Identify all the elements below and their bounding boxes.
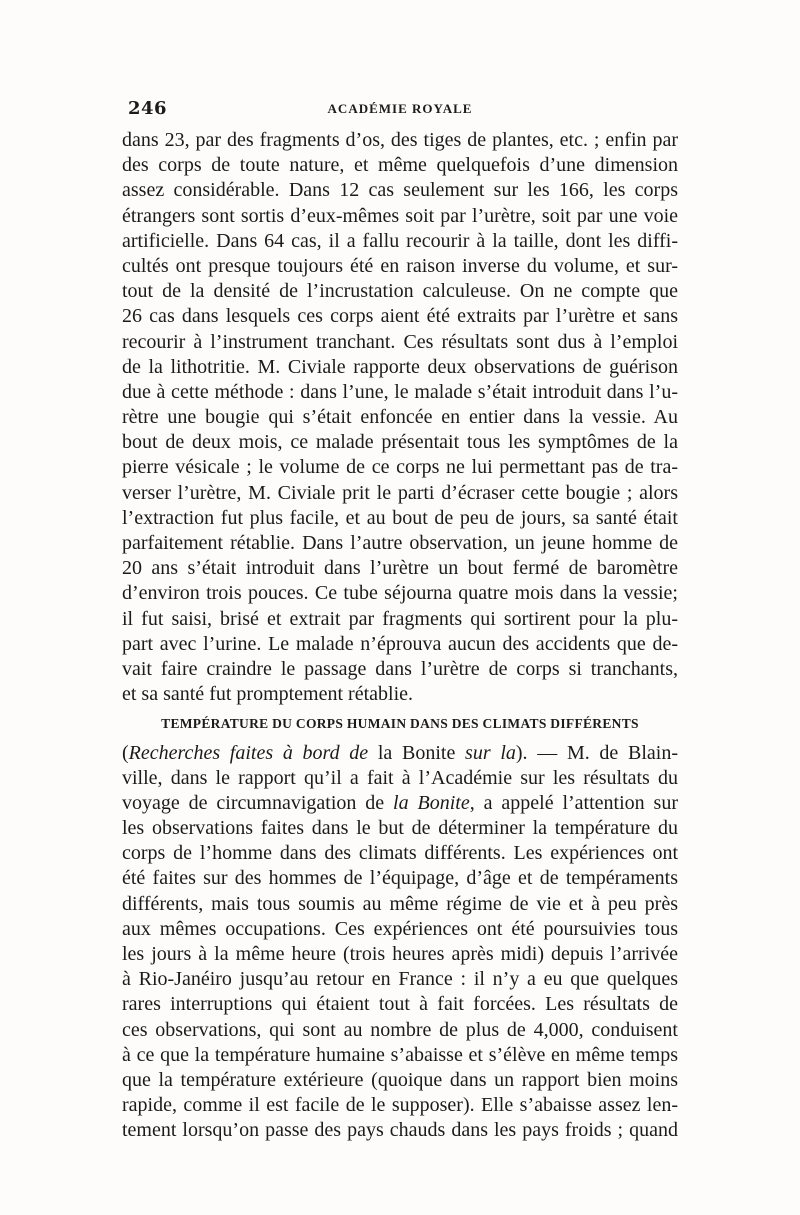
spacer	[122, 733, 678, 741]
text-line: que la température extérieure (quoique dans un rapport bien moins	[122, 1068, 678, 1091]
text-line: due à cette méthode : dans l’une, le malade s’était introduit dans l’u-	[122, 380, 678, 403]
text-line: à ce que la température humaine s’abaisse et s’élève en même temps	[122, 1043, 678, 1066]
text-line: ville, dans le rapport qu’il a fait à l’Académie sur les résultats du	[122, 766, 678, 789]
text-line: corps de l’homme dans des climats différents. Les expériences ont	[122, 842, 678, 865]
text-segment: , a appelé l’attention sur	[469, 791, 679, 814]
paragraph-temperature	[122, 741, 678, 1144]
ref-italic: sur la	[465, 741, 516, 764]
text-line: différents, mais tous soumis au même régime de vie et à peu près	[122, 892, 678, 915]
ref-open: (	[122, 741, 129, 764]
text-line: tout de la densité de l’incrustation calculeuse. On ne compte que	[122, 280, 678, 303]
text-line: 20 ans s’était introduit dans l’urètre un bout fermé de baromètre	[122, 557, 678, 580]
text-line: été faites sur des hommes de l’équipage, d’âge et de tempéraments	[122, 867, 678, 890]
text-line: l’extraction fut plus facile, et au bout de peu de jours, sa santé était	[122, 506, 678, 529]
paragraph-calculi	[122, 128, 678, 707]
text-line: verser l’urètre, M. Civiale prit le parti d’écraser cette bougie ; alors	[122, 481, 678, 504]
text-line: d’environ trois pouces. Ce tube séjourna quatre mois dans la vessie;	[122, 582, 678, 605]
text-line: 26 cas dans lesquels ces corps aient été extraits par l’urètre et sans	[122, 305, 678, 328]
text-line: rares interruptions qui étaient tout à fait forcées. Les résultats de	[122, 993, 678, 1016]
ship-name: la Bonite	[393, 791, 470, 814]
text-line: parfaitement rétablie. Dans l’autre observation, un jeune homme de	[122, 532, 678, 554]
ref-italic: Recherches faites à bord de	[128, 741, 369, 764]
text-line: à Rio-Janéiro jusqu’au retour en France : il n’y a eu que quelques	[122, 968, 678, 991]
text-line: des corps de toute nature, et même quelquefois d’une dimension	[122, 154, 678, 177]
text-line: tement lorsqu’on passe des pays chauds dans les pays froids ; quand	[122, 1119, 678, 1142]
text-line: il fut saisi, brisé et extrait par fragments qui sortirent pour la plu-	[122, 607, 678, 630]
text-line: de la lithotritie. M. Civiale rapporte deux observations de guérison	[122, 355, 678, 378]
ref-close: ). — M. de Blain-	[515, 741, 678, 764]
text-line: les jours à la même heure (trois heures après midi) depuis l’arrivée	[122, 943, 678, 965]
section-heading: TEMPÉRATURE DU CORPS HUMAIN DANS DES CLIMATS DIFFÉRENTS	[161, 716, 639, 732]
text-line: rapide, comme il est facile de le supposer). Elle s’abaisse assez len-	[122, 1094, 678, 1117]
text-line: part avec l’urine. Le malade n’éprouva aucun des accidents que de-	[122, 632, 678, 655]
page-header	[124, 98, 676, 120]
text-line-reference	[122, 741, 678, 766]
ref-ship: la Bonite	[368, 741, 466, 764]
text-line: cultés ont presque toujours été en raison inverse du volume, et sur-	[122, 254, 678, 277]
body-text	[122, 128, 678, 1144]
text-line: étrangers sont sortis d’eux-mêmes soit par l’urètre, soit par une voie	[122, 204, 678, 227]
text-line: dans 23, par des fragments d’os, des tiges de plantes, etc. ; enfin par	[122, 129, 678, 151]
text-line: aux mêmes occupations. Ces expériences ont été poursuivies tous	[122, 917, 678, 940]
text-line: recourir à l’instrument tranchant. Ces résultats sont dus à l’emploi	[122, 330, 678, 353]
text-line: les observations faites dans le but de déterminer la température du	[122, 817, 678, 840]
text-line: rètre une bougie qui s’était enfoncée en entier dans la vessie. Au	[122, 406, 678, 429]
text-line	[122, 791, 678, 816]
text-line: assez considérable. Dans 12 cas seulement sur les 166, les corps	[122, 179, 678, 202]
page-number: 246	[128, 98, 168, 119]
text-line: bout de deux mois, ce malade présentait tous les symptômes de la	[122, 431, 678, 454]
text-line: ces observations, qui sont au nombre de plus de 4,000, conduisent	[122, 1018, 678, 1041]
text-line: vait faire craindre le passage dans l’urètre de corps si tranchants,	[122, 657, 678, 680]
text-segment: voyage de circumnavigation de	[122, 791, 394, 814]
text-line: et sa santé fut promptement rétablie.	[122, 683, 414, 706]
running-head: ACADÉMIE ROYALE	[327, 101, 473, 116]
text-line: pierre vésicale ; le volume de ce corps ne lui permettant pas de tra-	[122, 456, 678, 479]
text-line: artificielle. Dans 64 cas, il a fallu recourir à la taille, dont les diffi-	[122, 229, 678, 252]
